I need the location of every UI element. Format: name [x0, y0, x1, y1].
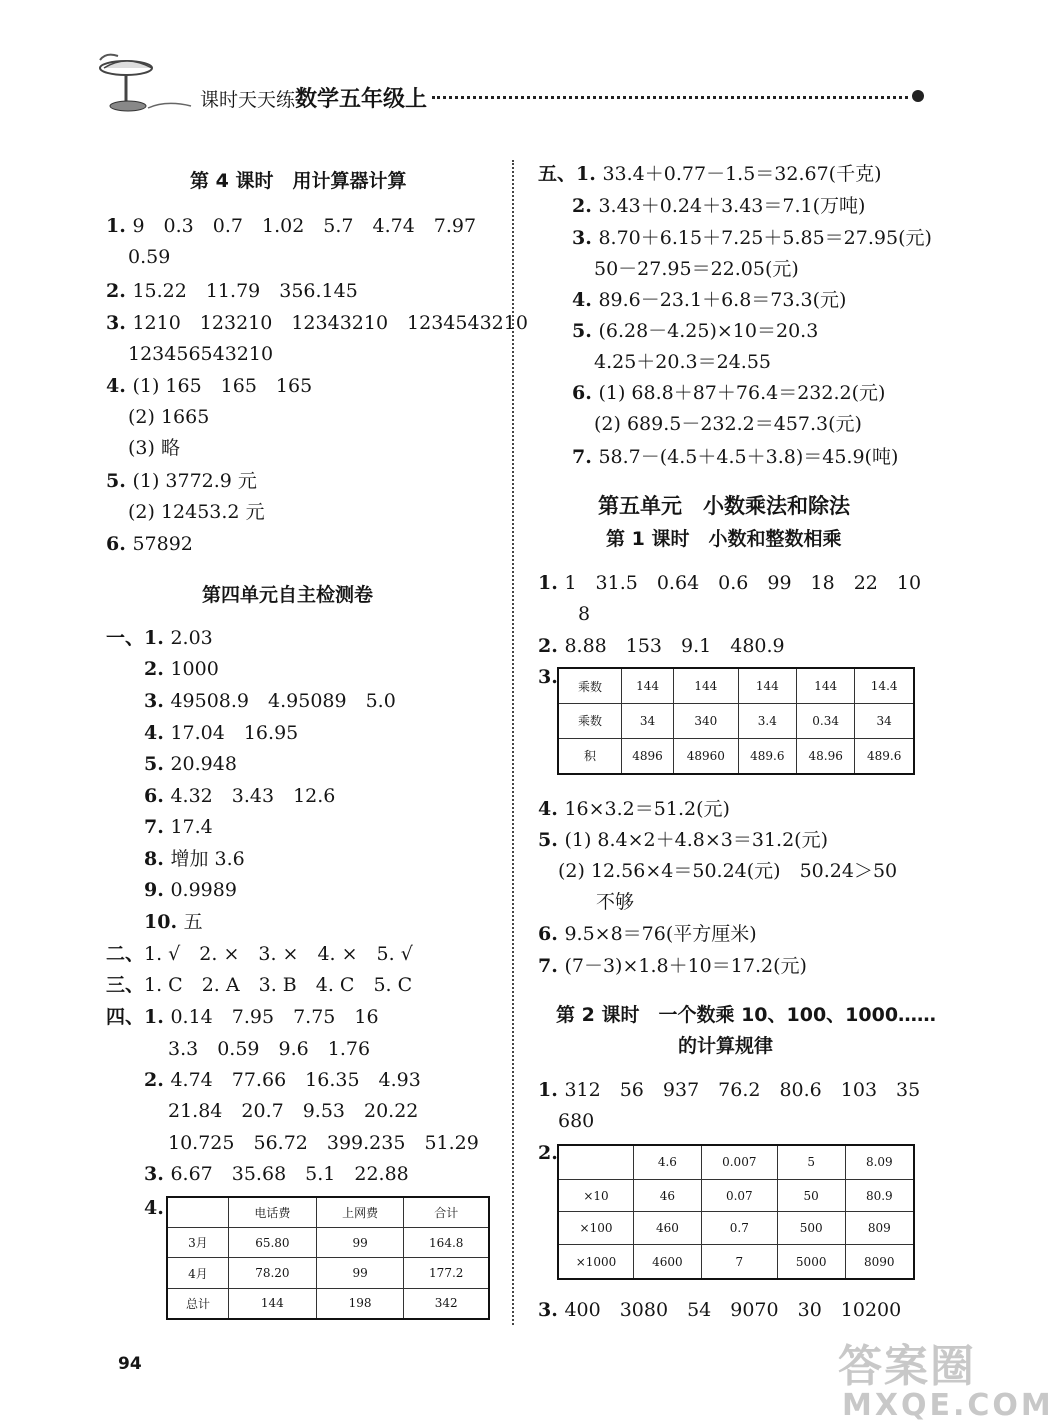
table-cell: 198	[316, 1288, 404, 1319]
table-cell: 809	[845, 1212, 914, 1245]
answer-line: 3.	[538, 666, 558, 688]
answer-line: (2) 1665	[128, 406, 210, 428]
table-cell: 积	[558, 738, 622, 774]
header-rule-end-dot	[912, 90, 924, 102]
table-cell: 99	[316, 1228, 404, 1258]
answer-line: 二、1. √ 2. × 3. × 4. × 5. √	[106, 943, 413, 965]
answer-line: 3. 49508.9 4.95089 5.0	[144, 690, 396, 712]
table-cell: 50	[777, 1179, 845, 1212]
table-cell: 78.20	[229, 1258, 317, 1288]
table-cell: 合计	[404, 1197, 489, 1228]
answer-line: 21.84 20.7 9.53 20.22	[168, 1100, 419, 1122]
table-row	[558, 1179, 914, 1212]
answer-line: 123456543210	[128, 343, 274, 365]
table-cell: 34	[855, 704, 914, 739]
watermark-url: MXQE.COM	[842, 1388, 1054, 1423]
table-cell: 0.007	[701, 1145, 777, 1179]
table-cell: 144	[797, 668, 855, 704]
answer-line: 4.	[144, 1197, 164, 1219]
answer-line: 5. (1) 3772.9 元	[106, 470, 257, 492]
phone-internet-fee-table	[166, 1196, 490, 1320]
answer-line: 3.3 0.59 9.6 1.76	[168, 1038, 371, 1060]
table-row	[558, 704, 914, 739]
answer-line: 0.59	[128, 246, 171, 268]
table-cell: 144	[229, 1288, 317, 1319]
times-powers-of-ten-table	[557, 1144, 915, 1280]
answer-line: 2.	[538, 1142, 558, 1164]
answer-line: 4. 16×3.2＝51.2(元)	[538, 798, 730, 820]
table-cell: ×1000	[558, 1245, 634, 1279]
answer-line: 五、1. 33.4＋0.77－1.5＝32.67(千克)	[538, 163, 882, 185]
table-row	[558, 668, 914, 704]
answer-line: 680	[558, 1110, 595, 1132]
answer-line: 4. 17.04 16.95	[144, 722, 299, 744]
page-number: 94	[118, 1354, 142, 1374]
answer-line: 8. 增加 3.6	[144, 848, 245, 870]
table-cell	[167, 1197, 229, 1228]
table-row	[167, 1258, 489, 1288]
lesson2-title: 第 2 课时 一个数乘 10、100、1000……	[556, 1004, 937, 1026]
table-row	[167, 1228, 489, 1258]
answer-line: 2. 8.88 153 9.1 480.9	[538, 635, 785, 657]
answer-line: 7. (7－3)×1.8＋10＝17.2(元)	[538, 955, 807, 977]
table-cell: 0.07	[701, 1179, 777, 1212]
header-grade: 五年级上	[339, 87, 428, 112]
table-cell: 46	[634, 1179, 702, 1212]
answer-line: 2. 3.43＋0.24＋3.43＝7.1(万吨)	[572, 195, 866, 217]
answer-line: 4.25＋20.3＝24.55	[594, 351, 772, 373]
answer-line: 四、1. 0.14 7.95 7.75 16	[106, 1006, 379, 1028]
table-cell: 342	[404, 1288, 489, 1319]
answer-line: (2) 12.56×4＝50.24(元) 50.24＞50	[558, 860, 898, 882]
table-cell: ×100	[558, 1212, 634, 1245]
table-cell: 340	[674, 704, 739, 739]
answer-line: (2) 12453.2 元	[128, 501, 265, 523]
table-row	[558, 738, 914, 774]
answer-line: 1. 1 31.5 0.64 0.6 99 18 22 10	[538, 572, 922, 594]
answer-line: 5. 20.948	[144, 753, 237, 775]
watermark-title: 答案圈	[838, 1341, 976, 1392]
answer-line: 3. 8.70＋6.15＋7.25＋5.85＝27.95(元)	[572, 227, 932, 249]
answer-line: (2) 689.5－232.2＝457.3(元)	[594, 413, 862, 435]
lesson4-title: 第 4 课时 用计算器计算	[190, 170, 407, 192]
header-prefix: 课时天天练	[200, 89, 296, 111]
table-row	[167, 1288, 489, 1319]
answer-line: 2. 15.22 11.79 356.145	[106, 280, 358, 302]
table-cell: 164.8	[404, 1228, 489, 1258]
table-cell: 48960	[674, 738, 739, 774]
answer-line: 3. 6.67 35.68 5.1 22.88	[144, 1163, 409, 1185]
lesson2-title-cont: 的计算规律	[678, 1035, 774, 1057]
table-row	[167, 1197, 489, 1228]
lamp-logo-icon	[96, 50, 196, 124]
answer-line: 1. 9 0.3 0.7 1.02 5.7 4.74 7.97	[106, 215, 477, 237]
answer-line: (3) 略	[128, 437, 180, 459]
answer-line: 6. 57892	[106, 533, 193, 555]
table-cell: 乘数	[558, 704, 622, 739]
unit5-title: 第五单元 小数乘法和除法	[598, 494, 850, 518]
table-cell: 乘数	[558, 668, 622, 704]
answer-line: 1. 312 56 937 76.2 80.6 103 35	[538, 1079, 921, 1101]
table-cell: 4月	[167, 1258, 229, 1288]
table-cell: 14.4	[855, 668, 914, 704]
table-cell: 3.4	[738, 704, 796, 739]
watermark	[838, 1330, 1054, 1423]
header-subject: 数学	[295, 87, 340, 112]
answer-line: 4. (1) 165 165 165	[106, 375, 313, 397]
table-cell: 34	[622, 704, 674, 739]
header-title	[200, 82, 427, 113]
answer-line: 3. 1210 123210 12343210 1234543210	[106, 312, 528, 334]
table-cell: 460	[634, 1212, 702, 1245]
table-cell: 48.96	[797, 738, 855, 774]
table-cell: 0.7	[701, 1212, 777, 1245]
answer-line: 不够	[596, 891, 635, 913]
answer-line: 6. (1) 68.8＋87＋76.4＝232.2(元)	[572, 382, 886, 404]
table-cell: 3月	[167, 1228, 229, 1258]
answer-line: 10. 五	[144, 911, 203, 933]
lesson1-title: 第 1 课时 小数和整数相乘	[606, 528, 842, 550]
table-cell: 65.80	[229, 1228, 317, 1258]
answer-line: 7. 17.4	[144, 816, 213, 838]
table-cell: 144	[674, 668, 739, 704]
answer-line: 7. 58.7－(4.5＋4.5＋3.8)＝45.9(吨)	[572, 446, 899, 468]
table-cell: 4.6	[634, 1145, 702, 1179]
table-cell: 80.9	[845, 1179, 914, 1212]
answer-line: 4. 89.6－23.1＋6.8＝73.3(元)	[572, 289, 847, 311]
table-row	[558, 1145, 914, 1179]
table-cell: 5000	[777, 1245, 845, 1279]
header-dotted-rule	[432, 96, 908, 99]
answer-line: 10.725 56.72 399.235 51.29	[168, 1132, 479, 1154]
answer-line: 5. (6.28－4.25)×10＝20.3	[572, 320, 819, 342]
table-cell: 总计	[167, 1288, 229, 1319]
multiplication-table	[557, 667, 915, 775]
answer-line: 2. 4.74 77.66 16.35 4.93	[144, 1069, 421, 1091]
table-cell: 99	[316, 1258, 404, 1288]
table-cell: 489.6	[855, 738, 914, 774]
answer-line: 9. 0.9989	[144, 879, 237, 901]
table-cell: 0.34	[797, 704, 855, 739]
table-cell: 电话费	[229, 1197, 317, 1228]
answer-line: 一、1. 2.03	[106, 627, 213, 649]
table-cell: 8090	[845, 1245, 914, 1279]
answer-line: 3. 400 3080 54 9070 30 10200	[538, 1299, 902, 1321]
answer-line: 50－27.95＝22.05(元)	[594, 258, 799, 280]
table-cell: ×10	[558, 1179, 634, 1212]
answer-line: 5. (1) 8.4×2＋4.8×3＝31.2(元)	[538, 829, 828, 851]
table-row	[558, 1212, 914, 1245]
answer-line: 2. 1000	[144, 658, 219, 680]
unit-test-title: 第四单元自主检测卷	[202, 584, 374, 606]
table-row	[558, 1245, 914, 1279]
table-cell: 177.2	[404, 1258, 489, 1288]
answer-line: 6. 9.5×8＝76(平方厘米)	[538, 923, 757, 945]
table-cell: 4600	[634, 1245, 702, 1279]
answer-line: 三、1. C 2. A 3. B 4. C 5. C	[106, 974, 413, 996]
answer-line: 8	[578, 603, 591, 625]
table-cell: 144	[738, 668, 796, 704]
table-cell: 144	[622, 668, 674, 704]
table-cell: 7	[701, 1245, 777, 1279]
table-cell: 上网费	[316, 1197, 404, 1228]
table-cell: 500	[777, 1212, 845, 1245]
table-cell	[558, 1145, 634, 1179]
table-cell: 489.6	[738, 738, 796, 774]
table-cell: 8.09	[845, 1145, 914, 1179]
table-cell: 4896	[622, 738, 674, 774]
table-cell: 5	[777, 1145, 845, 1179]
answer-line: 6. 4.32 3.43 12.6	[144, 785, 336, 807]
